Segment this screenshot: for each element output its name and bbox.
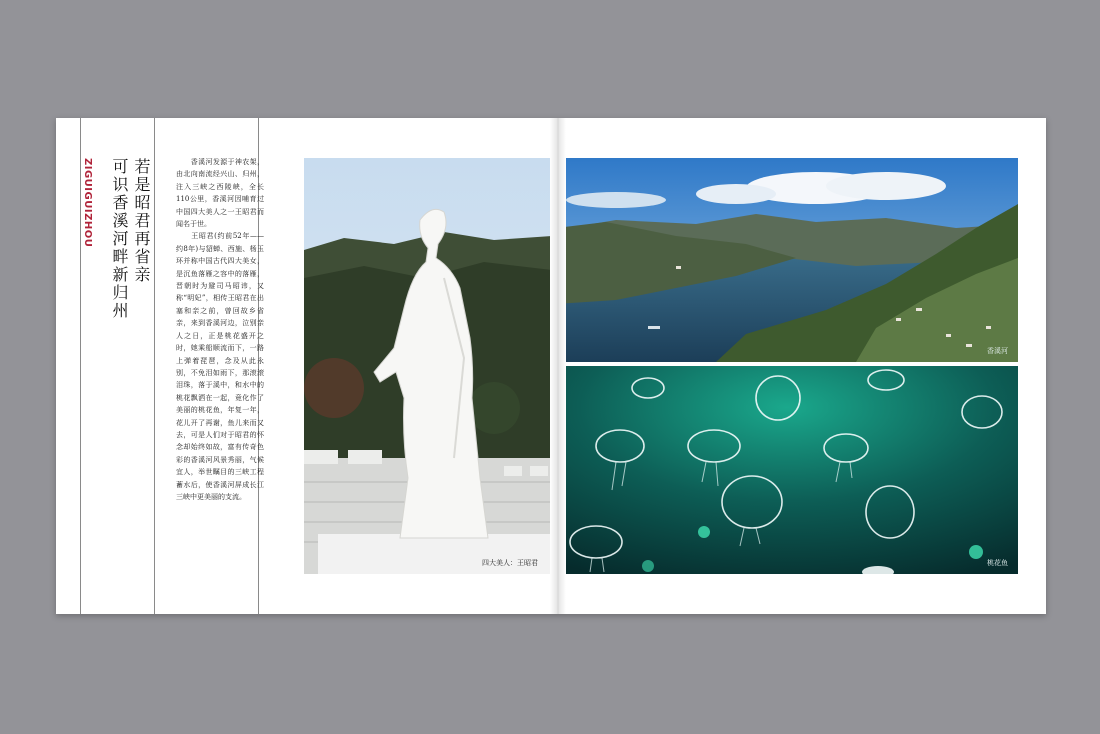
statue-illustration: [304, 158, 552, 574]
statue-photo: [304, 158, 552, 574]
river-illustration: [556, 158, 1018, 362]
page-title: [108, 158, 152, 320]
column-rule: [80, 118, 81, 614]
magazine-spread: [56, 118, 1046, 614]
title-line-1: 若是昭君再省亲: [132, 158, 151, 284]
jellyfish-caption: 桃花鱼: [987, 559, 1008, 567]
column-rule: [154, 118, 155, 614]
statue-caption: 四大美人：王昭君: [482, 559, 538, 567]
pinyin-title: ZIGUIGUIZHOU: [82, 158, 93, 248]
title-line-2: 可识香溪河畔新归州: [110, 158, 129, 320]
book-gutter: [550, 118, 566, 614]
article-body: 香溪河发源于神农架，由北向南流经兴山、归州，注入三峡之西陵峡，全长110公里，香溪河因哺育过中国四大美人之一王昭君而闻名于世。 王昭君(约前52年——约8年)与貂蝉、西施、杨玉环并称中国古代四大美女，是沉鱼落雁之容中的落雁，晋朝时为避司马昭讳，又称“明妃”，相传王昭君在出塞和亲之前，曾回故乡省亲，来到香溪河边，泣别亲人之日，正是桃花盛开之时，她乘船顺流而下，一路上弹着琵琶，念及从此永别，不免泪如雨下，那滚滚泪珠，落于溪中，和水中的桃花飘洒在一起，竟化作了美丽的桃花鱼，年复一年，花儿开了再谢，鱼儿来而又去，可是人们对于昭君的怀念却始终如故，富有传奇色彩的香溪河风景秀丽，气候宜人，举世瞩目的三峡工程蓄水后，使香溪河屏成长江三峡中更美丽的支流。: [176, 158, 264, 501]
river-photo: [556, 158, 1018, 362]
jellyfish-photo: [556, 366, 1018, 574]
jellyfish-illustration: [556, 366, 1018, 574]
river-caption: 香溪河: [987, 347, 1008, 355]
